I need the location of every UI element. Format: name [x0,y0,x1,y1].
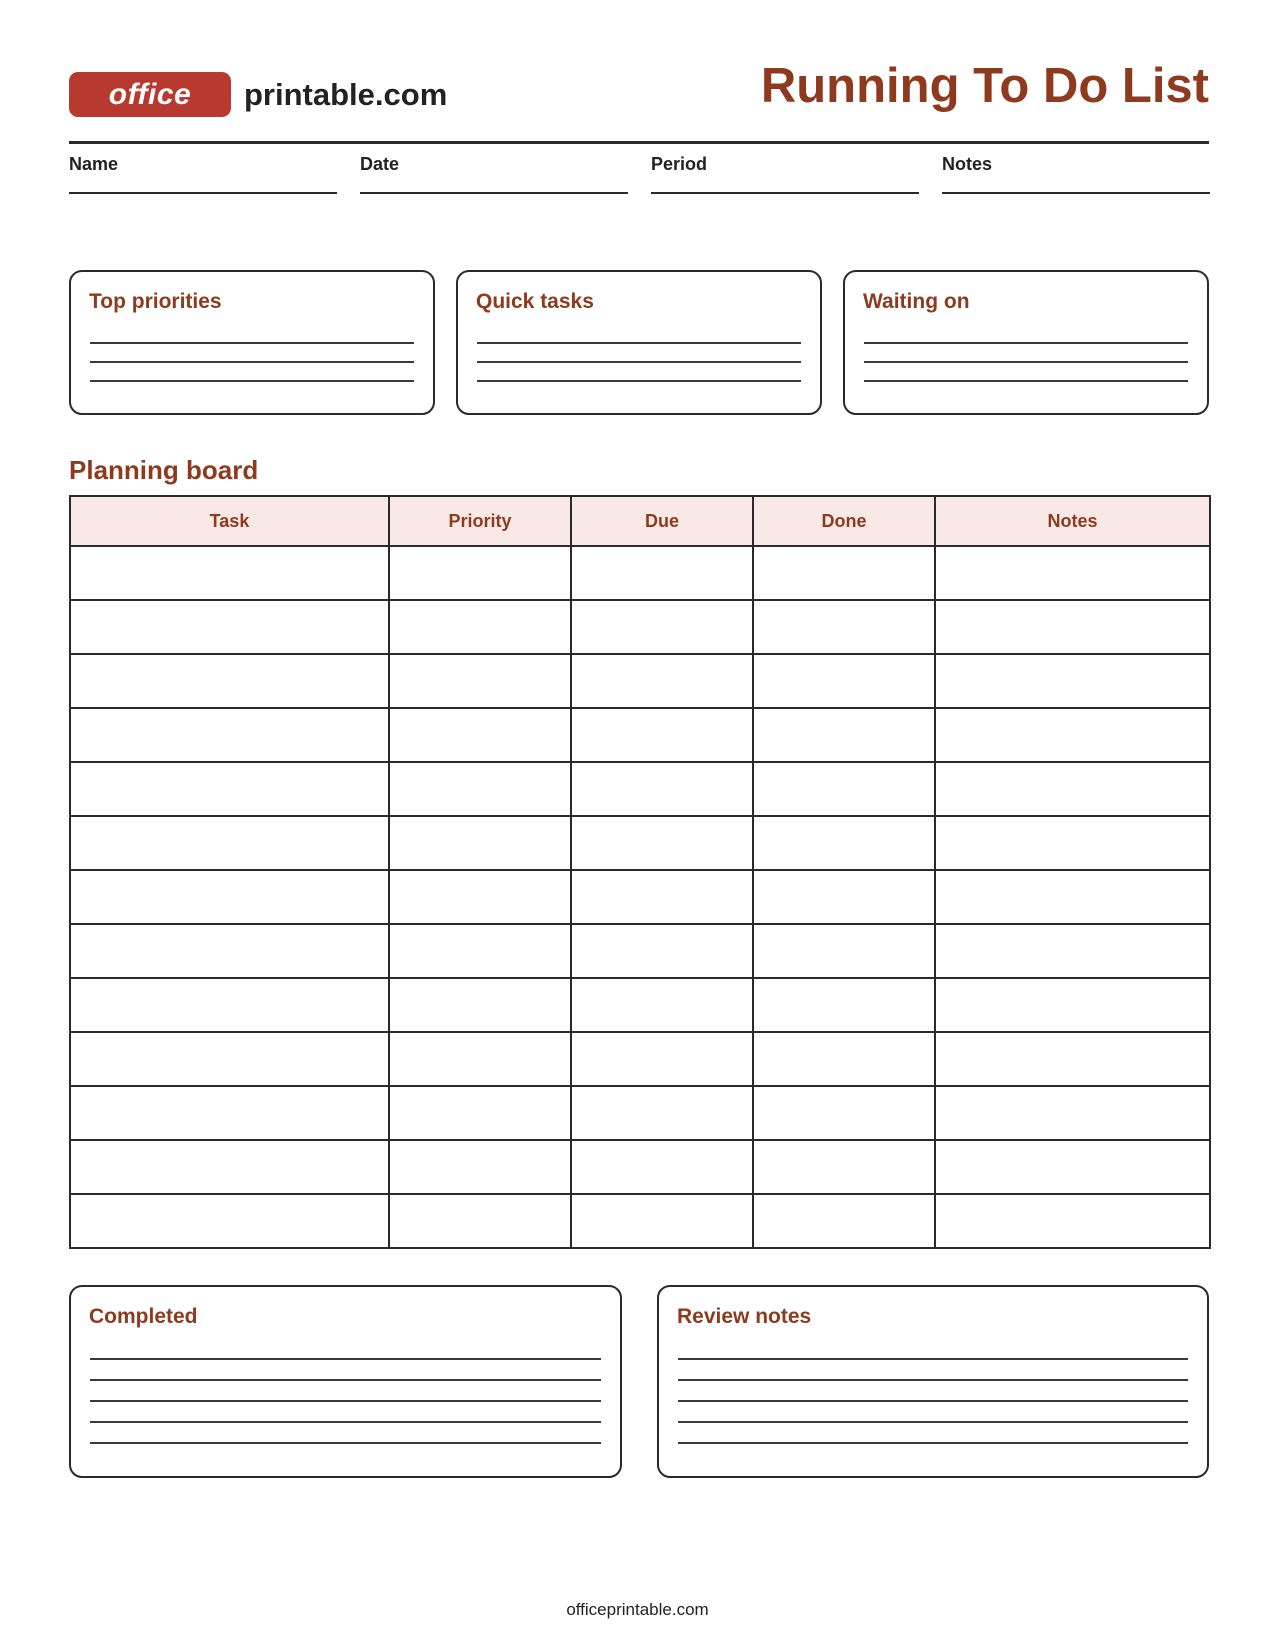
table-cell-priority[interactable] [389,708,571,762]
table-cell-task[interactable] [70,708,389,762]
table-cell-priority[interactable] [389,870,571,924]
completed-box [69,1285,622,1478]
column-header-priority: Priority [389,496,571,546]
table-cell-task[interactable] [70,978,389,1032]
column-header-task: Task [70,496,389,546]
logo-text: printable.com [244,76,448,112]
table-cell-done[interactable] [753,762,935,816]
writing-line[interactable] [90,380,414,382]
brand-logo [69,72,447,117]
table-cell-due[interactable] [571,978,753,1032]
date-field-label: Date [360,154,400,174]
table-cell-done[interactable] [753,1194,935,1248]
table-row [70,1086,1210,1140]
writing-line[interactable] [90,1421,601,1423]
table-cell-notes[interactable] [935,1140,1210,1194]
table-row [70,816,1210,870]
writing-line[interactable] [678,1358,1188,1360]
table-row [70,870,1210,924]
writing-line[interactable] [90,361,414,363]
table-cell-notes[interactable] [935,600,1210,654]
table-cell-task[interactable] [70,600,389,654]
table-cell-due[interactable] [571,1140,753,1194]
table-row [70,1194,1210,1248]
table-cell-task[interactable] [70,1140,389,1194]
table-cell-notes[interactable] [935,870,1210,924]
completed-title: Completed [89,1305,198,1328]
table-row [70,708,1210,762]
table-cell-task[interactable] [70,870,389,924]
table-row [70,762,1210,816]
table-cell-notes[interactable] [935,978,1210,1032]
date-field[interactable] [360,152,628,194]
table-cell-task[interactable] [70,1194,389,1248]
table-row [70,1032,1210,1086]
table-row [70,546,1210,600]
name-field[interactable] [69,152,337,194]
writing-line[interactable] [477,361,801,363]
table-cell-done[interactable] [753,1140,935,1194]
table-cell-due[interactable] [571,924,753,978]
table-cell-priority[interactable] [389,1140,571,1194]
quick-tasks-box [456,270,822,415]
logo-badge: office [69,72,231,117]
notes-field[interactable] [942,152,1210,194]
table-cell-done[interactable] [753,708,935,762]
table-cell-task[interactable] [70,762,389,816]
writing-line[interactable] [477,380,801,382]
table-row [70,1140,1210,1194]
table-cell-done[interactable] [753,1032,935,1086]
planning-board-table [69,495,1211,1249]
quick-tasks-title: Quick tasks [476,290,594,313]
name-field-label: Name [69,154,119,174]
table-cell-done[interactable] [753,816,935,870]
table-cell-done[interactable] [753,654,935,708]
table-row [70,978,1210,1032]
review-notes-box [657,1285,1209,1478]
table-cell-task[interactable] [70,924,389,978]
table-cell-due[interactable] [571,816,753,870]
top-priorities-box [69,270,435,415]
table-cell-due[interactable] [571,654,753,708]
table-cell-priority[interactable] [389,600,571,654]
waiting-on-title: Waiting on [863,290,970,313]
writing-line[interactable] [90,342,414,344]
table-cell-due[interactable] [571,762,753,816]
table-cell-priority[interactable] [389,1194,571,1248]
table-cell-priority[interactable] [389,978,571,1032]
table-cell-task[interactable] [70,1086,389,1140]
writing-line[interactable] [678,1421,1188,1423]
table-cell-notes[interactable] [935,924,1210,978]
column-header-due: Due [571,496,753,546]
table-cell-due[interactable] [571,1032,753,1086]
table-cell-done[interactable] [753,870,935,924]
writing-line[interactable] [864,380,1188,382]
writing-line[interactable] [864,342,1188,344]
review-notes-title: Review notes [677,1305,812,1328]
table-row [70,924,1210,978]
period-field-label: Period [651,154,708,174]
table-cell-priority[interactable] [389,546,571,600]
table-cell-notes[interactable] [935,708,1210,762]
table-cell-priority[interactable] [389,654,571,708]
table-cell-priority[interactable] [389,762,571,816]
table-cell-done[interactable] [753,546,935,600]
table-cell-done[interactable] [753,1086,935,1140]
table-cell-task[interactable] [70,816,389,870]
table-cell-notes[interactable] [935,546,1210,600]
table-cell-due[interactable] [571,1086,753,1140]
writing-line[interactable] [477,342,801,344]
table-cell-notes[interactable] [935,1032,1210,1086]
writing-line[interactable] [864,361,1188,363]
table-cell-notes[interactable] [935,654,1210,708]
table-cell-notes[interactable] [935,762,1210,816]
table-cell-done[interactable] [753,924,935,978]
table-cell-due[interactable] [571,546,753,600]
table-cell-done[interactable] [753,978,935,1032]
writing-line[interactable] [678,1379,1188,1381]
table-cell-done[interactable] [753,600,935,654]
table-cell-due[interactable] [571,708,753,762]
table-cell-notes[interactable] [935,1194,1210,1248]
writing-line[interactable] [90,1400,601,1402]
table-cell-priority[interactable] [389,924,571,978]
waiting-on-box [843,270,1209,415]
period-field[interactable] [651,152,919,194]
planning-board-title: Planning board [69,455,259,485]
writing-line[interactable] [90,1379,601,1381]
table-cell-task[interactable] [70,654,389,708]
table-row [70,654,1210,708]
header-divider [69,141,1209,144]
table-cell-priority[interactable] [389,1032,571,1086]
writing-line[interactable] [90,1442,601,1444]
table-cell-task[interactable] [70,1032,389,1086]
column-header-notes: Notes [935,496,1210,546]
page-title: Running To Do List [760,59,1209,113]
footer-url: officeprintable.com [566,1600,709,1619]
table-cell-notes[interactable] [935,816,1210,870]
table-row [70,600,1210,654]
table-cell-notes[interactable] [935,1086,1210,1140]
top-priorities-title: Top priorities [89,290,222,313]
table-header-row [70,496,1210,546]
column-header-done: Done [753,496,935,546]
table-cell-task[interactable] [70,546,389,600]
notes-field-label: Notes [942,154,993,174]
writing-line[interactable] [90,1358,601,1360]
table-cell-due[interactable] [571,600,753,654]
table-cell-due[interactable] [571,1194,753,1248]
table-cell-due[interactable] [571,870,753,924]
writing-line[interactable] [678,1442,1188,1444]
table-cell-priority[interactable] [389,816,571,870]
writing-line[interactable] [678,1400,1188,1402]
table-cell-priority[interactable] [389,1086,571,1140]
